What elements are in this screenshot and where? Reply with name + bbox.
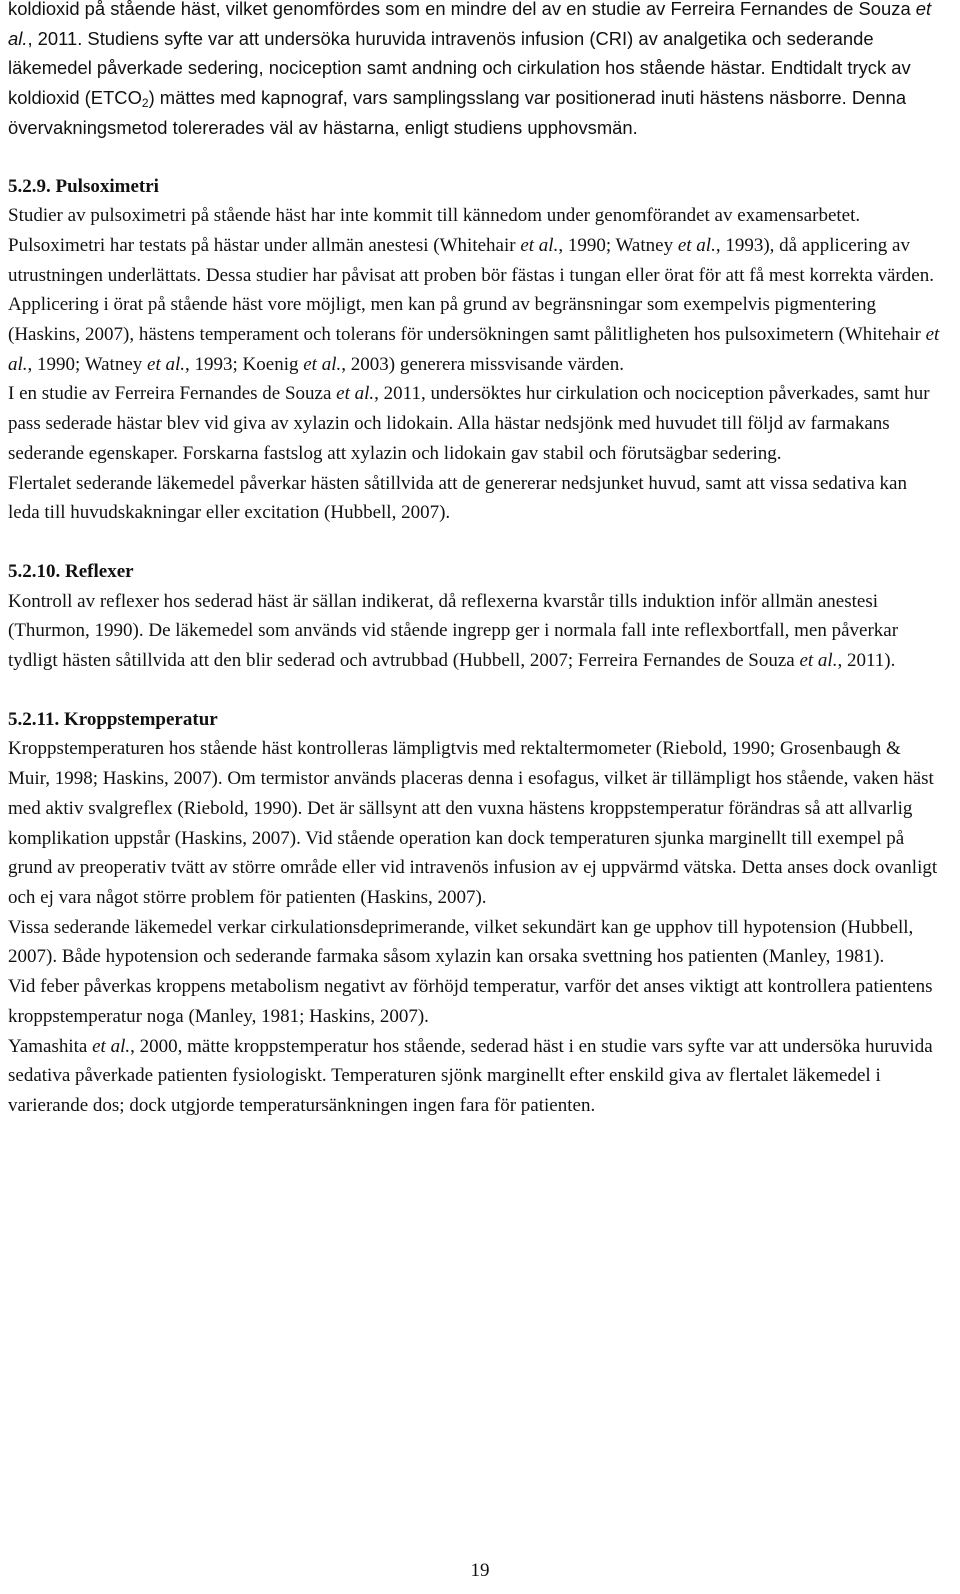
etal-italic: et al. [336, 383, 375, 405]
body-text: , 1990; Watney [27, 353, 148, 375]
co2-subscript: 2 [141, 96, 149, 111]
body-text: , 2011). [837, 650, 896, 672]
section-title: Kroppstemperatur [63, 708, 218, 730]
body-text: , 1993), då applicering av utrustningen underlättats. Dessa studier har påvisat att proben bör fästas i tungan eller örat för att få mest korrekta värden. Applicering i örat på stående häst vore möjligt, men kan på grund av begränsningar som exempelvis pigmentering (Haskins, 2007), hästens temperament och tolerans för undersökningen samt pålitligheten hos pulsoximetern (Whitehair [8, 234, 934, 346]
section-title: Reflexer [65, 560, 134, 582]
intro-etal: et al. [8, 0, 932, 49]
etal-italic: et al. [92, 1035, 131, 1057]
body-text: I en studie av Ferreira Fernandes de Souza [8, 383, 337, 405]
etal-italic: et al. [520, 234, 559, 256]
section-title: Pulsoximetri [55, 175, 159, 197]
body-text: , 1993; Koenig [185, 353, 304, 375]
section-heading-kroppstemperatur [8, 705, 943, 735]
section-number: 5.2.11. [8, 708, 60, 730]
etal-italic: et al. [303, 353, 342, 375]
body-text: Yamashita [8, 1035, 93, 1057]
body-text: , 1990; Watney [558, 234, 678, 256]
section-heading-reflexer [8, 557, 943, 587]
intro-paragraph [8, 0, 943, 143]
pulsoximetri-paragraph-2 [8, 379, 943, 468]
reflexer-paragraph [8, 587, 943, 676]
etal-italic: et al. [8, 324, 940, 375]
etal-italic: et al. [147, 353, 186, 375]
section-number: 5.2.9. [8, 175, 51, 197]
etal-italic: et al. [677, 234, 716, 256]
body-text: Studier av pulsoximetri på stående häst har inte kommit till kännedom under genomförandet av examensarbetet. Pulsoximetri har testats på hästar under allmän anestesi (Whitehair [8, 205, 861, 256]
intro-text-2: , 2011. Studiens syfte var att undersöka huruvida intravenös infusion (CRI) av analgetika och sederande läkemedel påverkade sedering, nociception samt andning och cirkulation hos stående hästar. Endtidalt tryck av koldioxid (ETCO [8, 27, 911, 109]
etal-italic: et al. [799, 650, 838, 672]
pulsoximetri-paragraph-3: Flertalet sederande läkemedel påverkar hästen såtillvida att de genererar nedsjunket huvud, samt att vissa sedativa kan leda till huvudskakningar eller excitation (Hubbell, 2007). [8, 472, 907, 524]
kroppstemperatur-paragraph-2: Vissa sederande läkemedel verkar cirkulationsdeprimerande, vilket sekundärt kan ge upphov till hypotension (Hubbell, 2007). Både hypotension och sederande farmaka såsom xylazin kan orsaka svettning hos patienten (Manley, 1981). [8, 916, 914, 968]
section-number: 5.2.10. [8, 560, 61, 582]
kroppstemperatur-paragraph-3: Vid feber påverkas kroppens metabolism negativt av förhöjd temperatur, varför det anses viktigt att kontrollera patientens kroppstemperatur noga (Manley, 1981; Haskins, 2007). [8, 976, 933, 1027]
page-number: 19 [470, 1560, 490, 1581]
pulsoximetri-paragraph-1 [8, 201, 943, 379]
intro-text-3: ) mättes med kapnograf, vars samplingsslang var positionerad inuti hästens näsborre. Denna övervakningsmetod tolererades väl av hästarna, enligt studiens upphovsmän. [8, 87, 907, 138]
body-text: , 2000, mätte kroppstemperatur hos stående, sederad häst i en studie vars syfte var att undersöka huruvida sedativa påverkade patienten fysiologiskt. Temperaturen sjönk marginellt efter enskild giva av flertalet läkemedel i varierande dos; dock utgjorde temperatursänkningen ingen fara för patienten. [8, 1035, 933, 1116]
body-text: , 2011, undersöktes hur cirkulation och nociception påverkades, samt hur pass sederade hästar blev vid giva av xylazin och lidokain. Alla hästar nedsjönk med huvudet till följd av farmakans sederande egenskaper. Forskarna fastslog att xylazin och lidokain gav stabil och förutsägbar sedering. [8, 383, 930, 464]
kroppstemperatur-paragraph-4 [8, 1032, 943, 1121]
body-text: Kontroll av reflexer hos sederad häst är sällan indikerat, då reflexerna kvarstår tills induktion inför allmän anestesi (Thurmon, 1990). De läkemedel som används vid stående ingrepp ger i normala fall inte reflexbortfall, men påverkar tydligt hästen såtillvida att den blir sederad och avtrubbad (Hubbell, 2007; Ferreira Fernandes de Souza [8, 590, 899, 672]
intro-text-1: koldioxid på stående häst, vilket genomfördes som en mindre del av en studie av Ferreira Fernandes de Souza [8, 0, 916, 19]
document-page [8, 0, 943, 1121]
body-text: , 2003) generera missvisande värden. [341, 353, 625, 375]
kroppstemperatur-paragraph-1: Kroppstemperaturen hos stående häst kontrolleras lämpligtvis med rektaltermometer (Riebold, 1990; Grosenbaugh & Muir, 1998; Haskins, 2007). Om termistor används placeras denna i esofagus, vilket är tillämpligt hos stående, vaken häst med aktiv svalgreflex (Riebold, 1990). Det är sällsynt att den vuxna hästens kroppstemperatur förändras så att allvarlig komplikation uppstår (Haskins, 2007). Vid stående operation kan dock temperaturen sjunka marginellt till exempel på grund av preoperativ tvätt av större område eller vid intravenös infusion av ej uppvärmd vätska. Detta anses dock ovanligt och ej vara något större problem för patienten (Haskins, 2007). [8, 738, 938, 908]
section-heading-pulsoximetri [8, 172, 943, 202]
